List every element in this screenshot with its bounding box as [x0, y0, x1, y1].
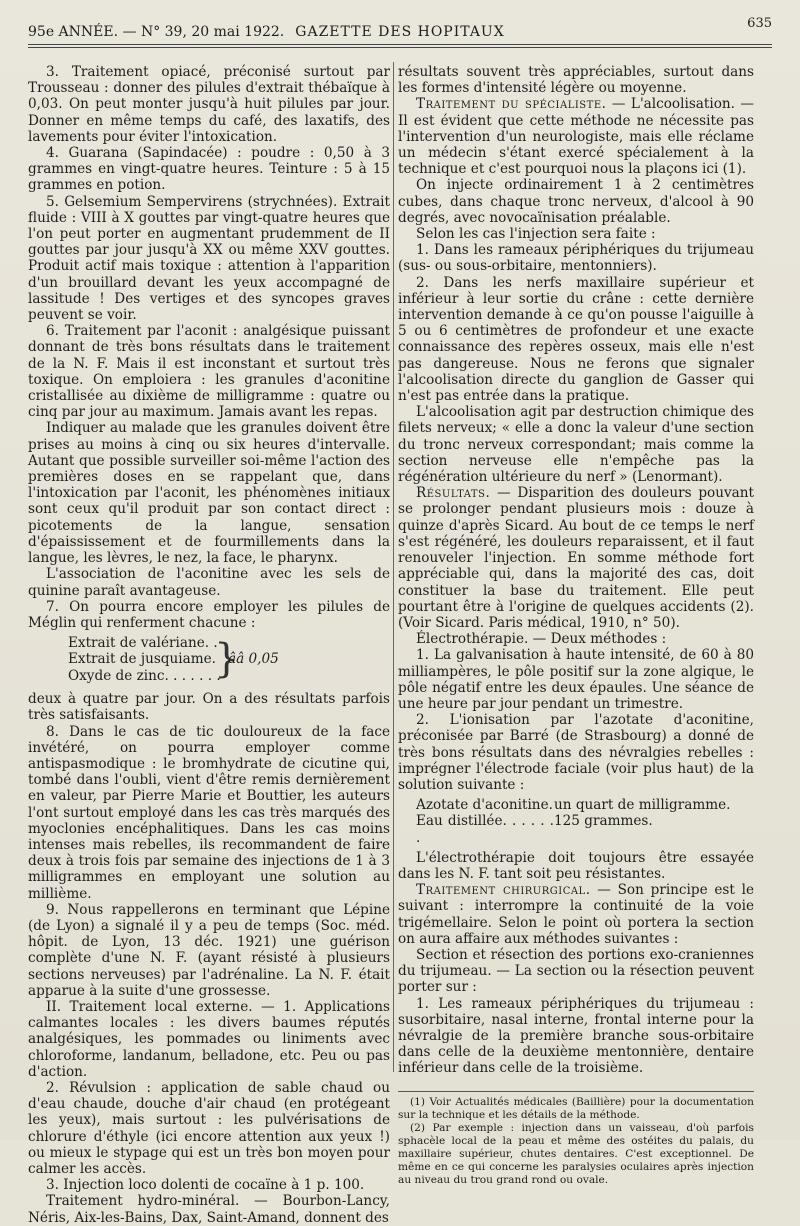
- paragraph-text: — L'alcoolisation. — Il est évident que cette méthode ne nécessite pas l'intervention d'un neurologiste, mais elle réclame un médecin s'étant exercé spécialement à la technique et c'est pourquoi nous la plaçons ici (1).: [398, 96, 754, 178]
- paragraph: 7. On pourra encore employer les pilules de Méglin qui renferment chacune :: [28, 598, 390, 631]
- recipe-line: Extrait de valériane. .: [68, 635, 218, 652]
- footnote: (1) Voir Actualités médicales (Baillière) pour la documentation sur la technique et les détails de la méthode.: [398, 1095, 754, 1121]
- paragraph: 2. L'ionisation par l'azotate d'aconitine, préconisée par Barré (de Strasbourg) a donné de très bons résultats dans des névralgies rebelles : imprégner l'électrode faciale (voir plus haut) de la solution suivante :: [398, 712, 754, 793]
- paragraph: 1. La galvanisation à haute intensité, de 60 à 80 milliampères, le pôle positif sur la zone algique, le pôle négatif entre les deux épaules. Une séance de une heure par jour pendant un trimestre.: [398, 647, 754, 712]
- paragraph: [398, 485, 754, 631]
- paragraph: 6. Traitement par l'aconit : analgésique puissant donnant de très bons résultats dans le traitement de la N. F. Mais il est inconstant et surtout très toxique. On emploiera : les granules d'aconitine cristallisée au dixième de milligramme : quatre ou cinq par jour au maximum. Jamais avant les repas.: [28, 323, 390, 421]
- section-heading: Traitement du spécialiste.: [416, 96, 607, 113]
- paragraph: 2. Dans les nerfs maxillaire supérieur et inférieur à leur sortie du crâne : cette dernière intervention demande à ce qu'on pousse l'aiguille à 5 ou 6 centimètres de profondeur et une exacte connaissance des repères osseux, mais elle n'est pas dangereuse. Nous ne ferons que signaler l'alcoolisation directe du ganglion de Gasser qui n'est pas entrée dans la pratique.: [398, 274, 754, 405]
- section-heading: Résultats.: [416, 485, 491, 502]
- paragraph: résultats souvent très appréciables, surtout dans les formes d'intensité légère ou moyenne.: [398, 64, 754, 97]
- brace-glyph: }: [214, 636, 240, 683]
- paragraph: L'alcoolisation agit par destruction chimique des filets nerveux; « elle a donc la valeur d'une section du tronc nerveux correspondant; mais comme la section nerveuse elle n'empêche pas la régénération ultérieure du nerf » (Lenormant).: [398, 404, 754, 486]
- recipe-row: [416, 813, 754, 845]
- recipe-meglin: [68, 635, 390, 687]
- recipe-ingredient: Eau distillée. . . . . . .: [416, 813, 554, 846]
- paragraph: Section et résection des portions exo-craniennes du trijumeau. — La section ou la résection peuvent porter sur :: [398, 946, 754, 996]
- page-number: 635: [747, 16, 772, 31]
- recipe-line: Extrait de jusquiame.: [68, 651, 216, 668]
- paragraph: 3. Injection loco dolenti de cocaïne à 1 p. 100.: [46, 1177, 365, 1194]
- paragraph: 2. Révulsion : application de sable chaud ou d'eau chaude, douche d'air chaud (en protégeant les yeux), mais surtout : les pulvérisations de chlorure d'éthyle (ici encore attention aux yeux !) ou mieux le stypage qui est un très bon moyen pour calmer les accès.: [28, 1079, 390, 1177]
- column-divider: [393, 62, 394, 1072]
- recipe-row: [416, 797, 754, 813]
- right-column: [398, 64, 754, 1187]
- section-heading: Traitement chirurgical.: [416, 882, 591, 899]
- paragraph: II. Traitement local externe. — 1. Applications calmantes locales : les divers baumes réputés analgésiques, les pommades ou liniments avec chloroforme, landanum, belladone, etc. Peu ou pas d'action.: [28, 998, 390, 1080]
- paragraph: 9. Nous rappellerons en terminant que Lépine (de Lyon) a signalé il y a peu de temps (Soc. méd. hôpit. de Lyon, 13 déc. 1921) une guérison complète d'une N. F. (ayant résisté à plusieurs sections nerveuses) par l'adrénaline. La N. F. était apparue à la suite d'une grossesse.: [28, 901, 390, 999]
- left-column: [28, 64, 390, 1226]
- paragraph-text: — Son principe est le suivant : interrompre la continuité de la voie trigémellaire. Selon le point où portera la section on aura affaire aux méthodes suivantes :: [398, 882, 754, 947]
- recipe-dose: ââ 0,05: [228, 651, 279, 668]
- paragraph: L'électrothérapie doit toujours être essayée dans les N. F. tant soit peu résistantes.: [398, 849, 754, 882]
- paragraph: 1. Les rameaux périphériques du trijumeau : susorbitaire, nasal interne, frontal interne pour la névralgie de la première branche sous-orbitaire dans celle de la deuxième mentonnière, dentaire inférieur dans celle de la troisième.: [398, 995, 754, 1077]
- paragraph: Traitement hydro-minéral. — Bourbon-Lancy, Néris, Aix-les-Bains, Dax, Saint-Amand, donnent des: [28, 1193, 390, 1226]
- recipe-aconitine: [416, 797, 754, 846]
- footnote: (2) Par exemple : injection dans un vaisseau, d'où parfois sphacèle local de la peau et même des ostéites du palais, du maxillaire supérieur, chutes dentaires. C'est exceptionnel. De même en ce qui concerne les paralysies oculaires après injection au niveau du trou grand rond ou ovale.: [398, 1121, 754, 1186]
- paragraph: 5. Gelsemium Sempervirens (strychnées). Extrait fluide : VIII à X gouttes par vingt-quatre heures que l'on peut porter en augmentant prudemment de II gouttes par jour jusqu'à XX ou même XXV gouttes. Produit actif mais toxique : attention à l'apparition d'un brouillard devant les yeux accompagné de lassitude ! Des vertiges et des syncopes graves peuvent se voir.: [28, 193, 390, 324]
- paragraph-text: — Disparition des douleurs pouvant se prolonger pendant plusieurs mois : douze à quinze d'après Sicard. Au bout de ce temps le nerf s'est régénéré, les douleurs reparaissent, et il faut renouveler l'injection. En somme méthode fort appréciable qui, dans la majorité des cas, doit constituer la base du traitement. Elle peut pourtant être à l'origine de quelques accidents (2). (Voir Sicard. Paris médical, 1910, n° 50).: [398, 485, 754, 631]
- paragraph: Indiquer au malade que les granules doivent être prises au moins à cinq ou six heures d'intervalle. Autant que possible surveiller soi-même l'action des premières doses en se rappelant que, dans l'intoxication par l'aconit, les phénomènes initiaux sont ceux qu'il produit par son contact direct : picotements de la langue, sensation d'épaississement et de fourmillements dans la langue, les lèvres, le nez, la face, le pharynx.: [28, 420, 390, 567]
- paragraph: 8. Dans le cas de tic douloureux de la face invétéré, on pourra employer comme antispasmodique : le bromhydrate de cicutine qui, tombé dans l'oubli, vient d'être remis dernièrement en valeur, par Pierre Marie et Bouttier, les auteurs l'ont surtout employé dans les cas très marqués des myoclonies encéphalitiques. Dans les cas moins intenses mais rebelles, ils recommandent de faire deux à trois fois par semaine des injections de 1 à 3 milligrammes en employant une solution au millième.: [28, 723, 390, 902]
- recipe-line: Oxyde de zinc. . . . . . .: [68, 667, 221, 684]
- recipe-amount: 125 grammes.: [554, 813, 653, 830]
- journal-title: GAZETTE DES HOPITAUX: [295, 24, 505, 40]
- paragraph: 3. Traitement opiacé, préconisé surtout par Trousseau : donner des pilules d'extrait thébaïque à 0,03. On peut monter jusqu'à huit pilules par jour. Donner en même temps du café, des laxatifs, des lavements pour éviter l'intoxication.: [28, 64, 390, 145]
- paragraph: Selon les cas l'injection sera faite :: [416, 226, 656, 243]
- paragraph: 4. Guarana (Sapindacée) : poudre : 0,50 à 3 grammes en vingt-quatre heures. Teinture : 5 à 15 grammes en potion.: [28, 145, 390, 194]
- paragraph: deux à quatre par jour. On a des résultats parfois très satisfaisants.: [28, 691, 390, 724]
- header-rule-double: [28, 47, 772, 48]
- issue-info: 95e ANNÉE. — N° 39, 20 mai 1922.: [28, 24, 285, 40]
- recipe-amount: un quart de milligramme.: [554, 797, 731, 814]
- page-header: [28, 16, 772, 42]
- header-rule: [28, 44, 772, 45]
- paragraph: Électrothérapie. — Deux méthodes :: [416, 631, 667, 648]
- paragraph: [398, 882, 754, 947]
- paragraph: [398, 96, 754, 177]
- recipe-ingredient: Azotate d'aconitine.: [416, 797, 553, 814]
- paragraph: L'association de l'aconitine avec les sels de quinine paraît avantageuse.: [28, 566, 390, 599]
- paragraph: 1. Dans les rameaux périphériques du trijumeau (sus- ou sous-orbitaire, mentonniers).: [398, 242, 754, 275]
- footnotes: [398, 1091, 754, 1187]
- paragraph: On injecte ordinairement 1 à 2 centimètres cubes, dans chaque tronc nerveux, d'alcool à 90 degrés, avec novocaïnisation préalable.: [398, 177, 754, 226]
